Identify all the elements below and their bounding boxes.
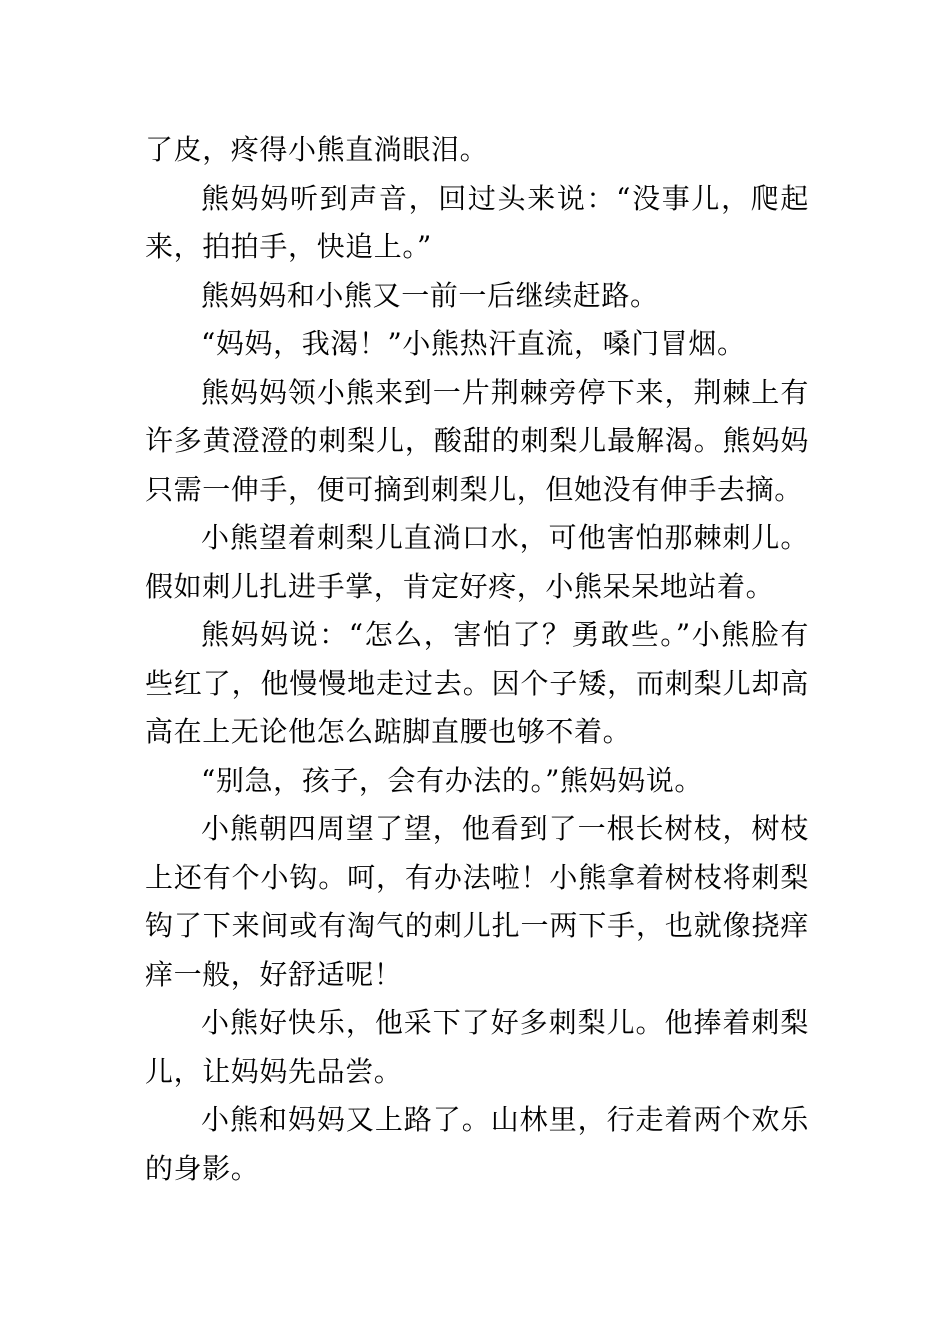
paragraph-7: 熊妈妈说：“怎么，害怕了？勇敢些。”小熊脸有些红了，他慢慢地走过去。因个子矮，而刺梨儿却高高在上无论他怎么踮脚直腰也够不着。 — [145, 618, 809, 748]
paragraph-11: 小熊和妈妈又上路了。山林里，行走着两个欢乐的身影。 — [145, 1103, 809, 1185]
story-text — [145, 126, 809, 1193]
paragraph-6: 小熊望着刺梨儿直淌口水，可他害怕那棘刺儿。假如刺儿扎进手掌，肯定好疼，小熊呆呆地站着。 — [145, 521, 809, 603]
paragraph-1: 了皮，疼得小熊直淌眼泪。 — [145, 133, 489, 166]
paragraph-4: “妈妈，我渴！”小熊热汗直流，嗓门冒烟。 — [201, 327, 746, 360]
paragraph-3: 熊妈妈和小熊又一前一后继续赶路。 — [201, 278, 659, 312]
paragraph-2: 熊妈妈听到声音，回过头来说：“没事儿，爬起来，拍拍手，快追上。” — [145, 181, 809, 263]
paragraph-10: 小熊好快乐，他采下了好多刺梨儿。他捧着刺梨儿，让妈妈先品尝。 — [145, 1006, 809, 1088]
paragraph-5: 熊妈妈领小熊来到一片荆棘旁停下来，荆棘上有许多黄澄澄的刺梨儿，酸甜的刺梨儿最解渴。熊妈妈只需一伸手，便可摘到刺梨儿，但她没有伸手去摘。 — [145, 375, 809, 506]
paragraph-9: 小熊朝四周望了望，他看到了一根长树枝，树枝上还有个小钩。呵，有办法啦！小熊拿着树枝将刺梨钩了下来间或有淘气的刺儿扎一两下手，也就像挠痒痒一般，好舒适呢！ — [145, 812, 809, 991]
paragraph-8: “别急，孩子，会有办法的。”熊妈妈说。 — [201, 763, 704, 797]
